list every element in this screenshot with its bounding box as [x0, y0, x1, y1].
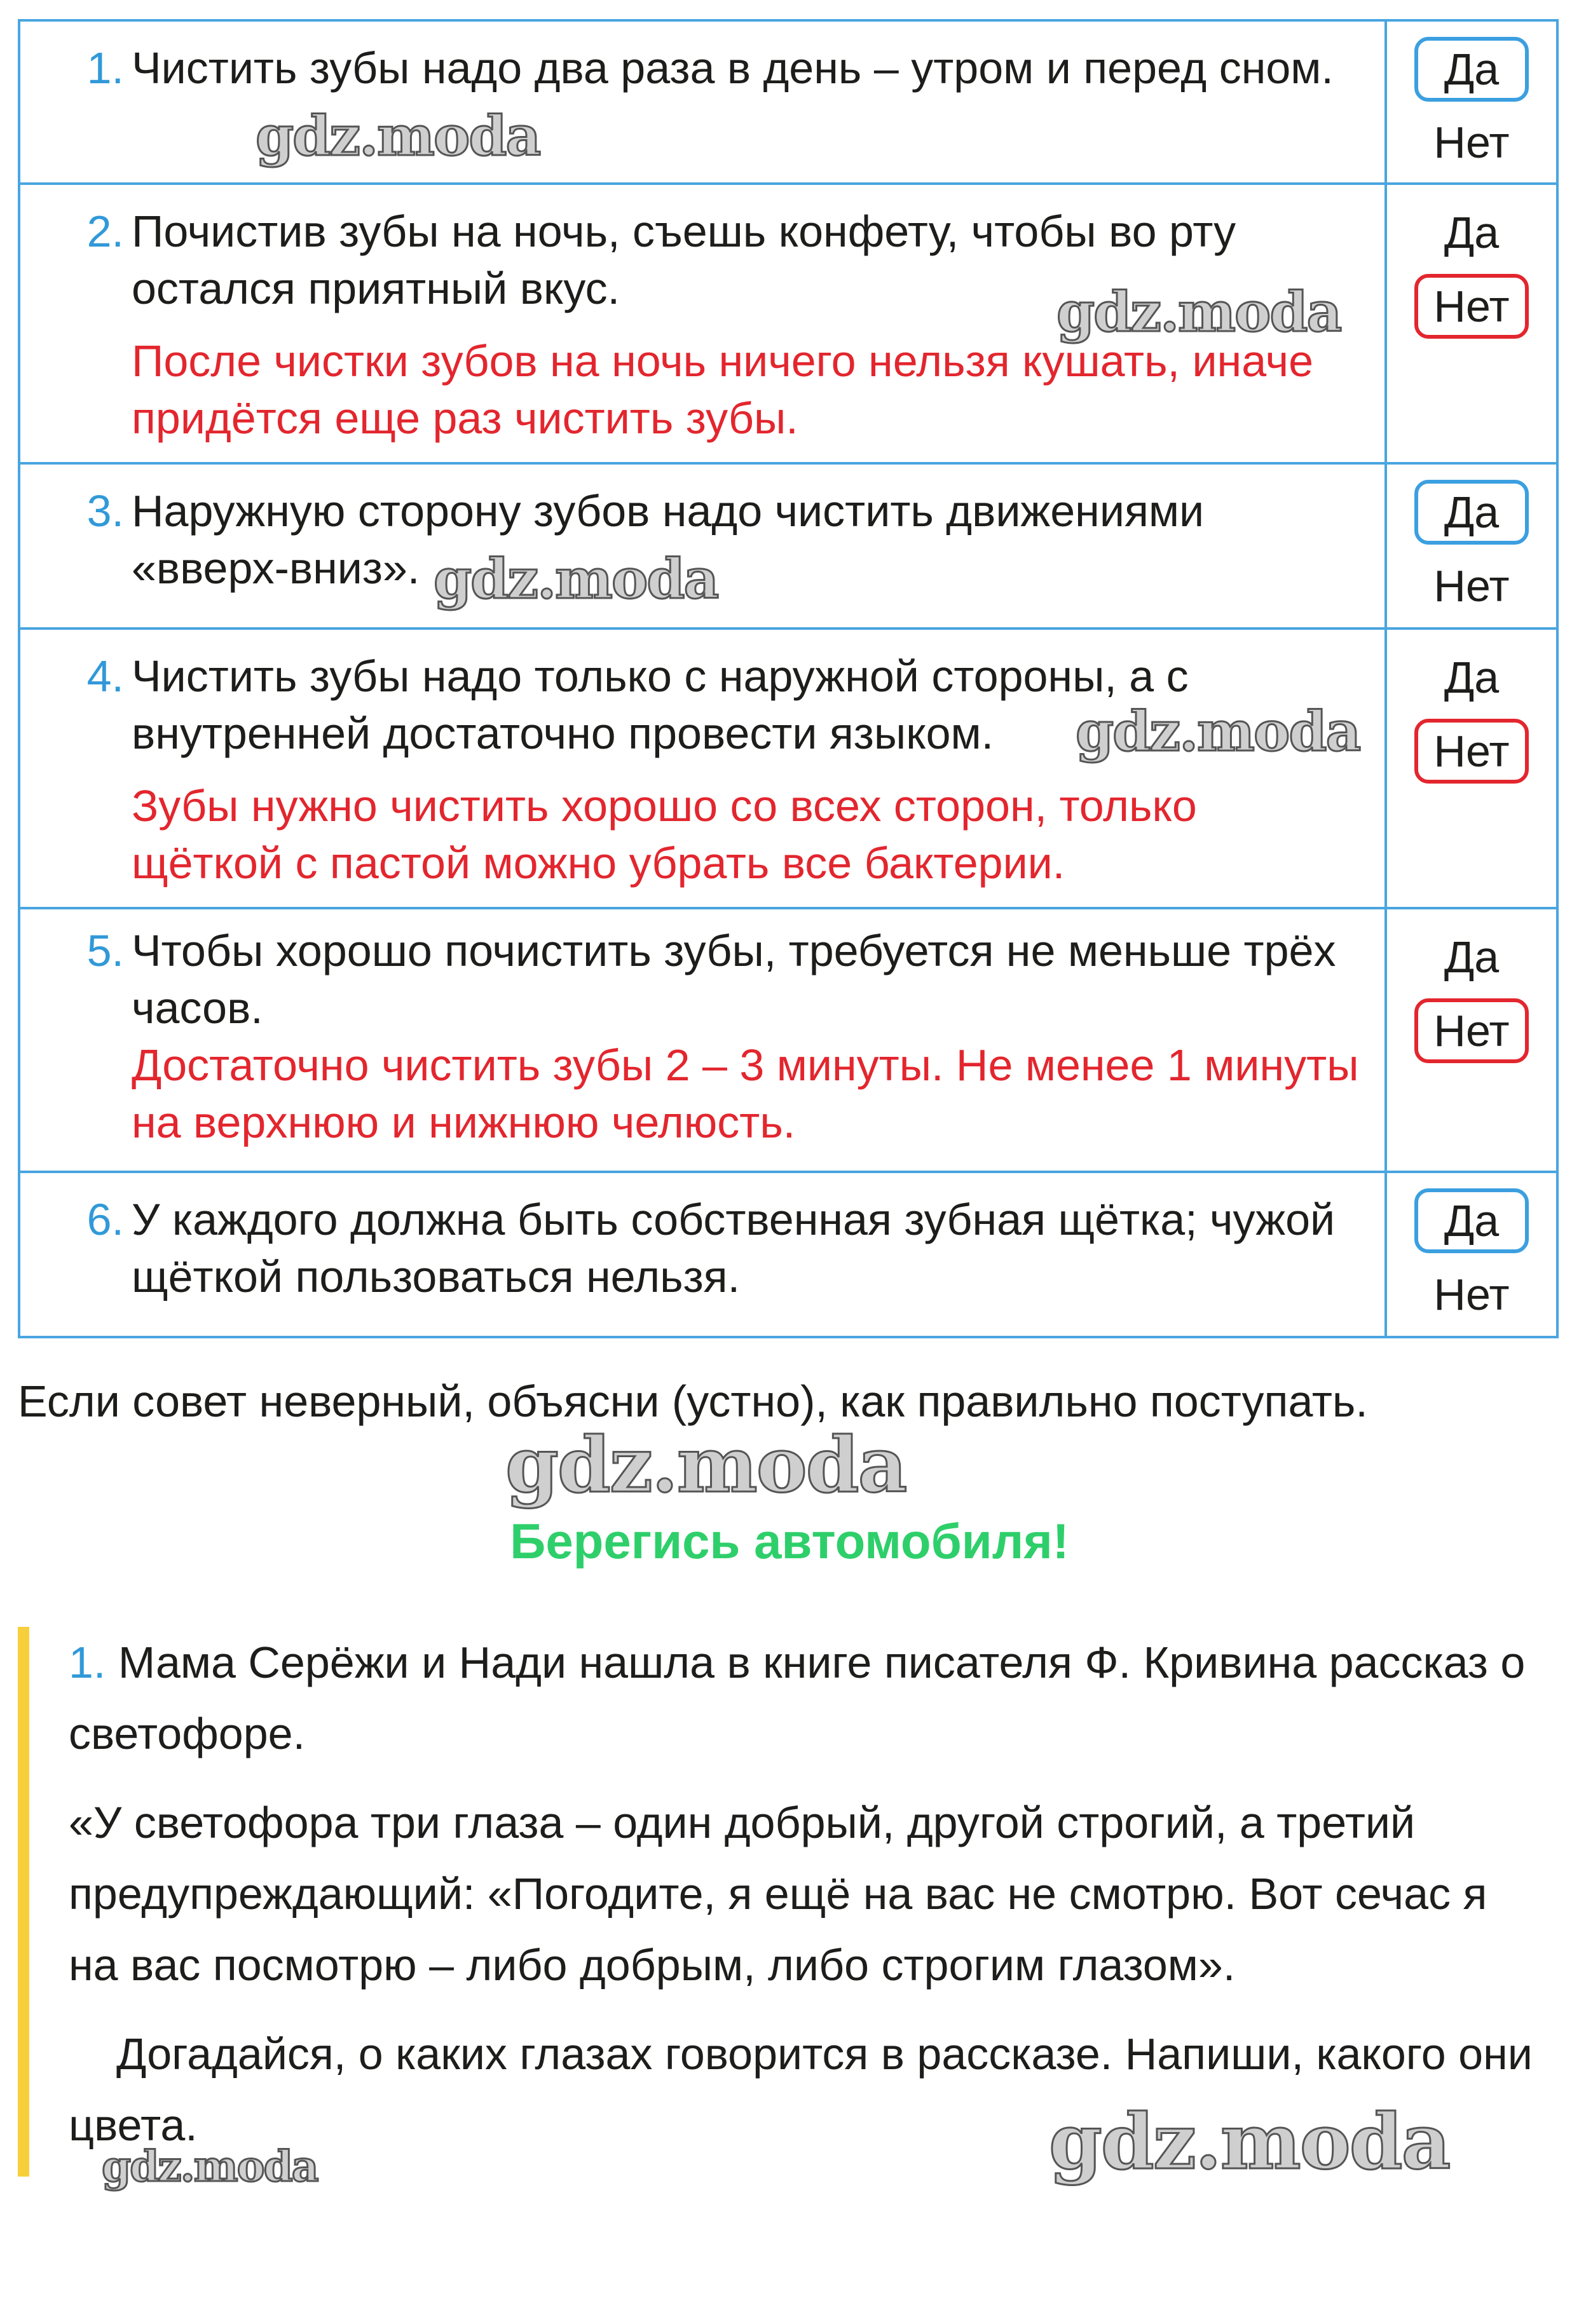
question-number: 3.	[86, 486, 124, 536]
question-number: 4.	[86, 651, 124, 701]
answer-yes-option[interactable]: Да	[1444, 208, 1500, 257]
answer-no-option[interactable]: Нет	[1414, 719, 1529, 784]
table-row	[20, 182, 1556, 462]
answer-cell	[1387, 909, 1556, 1171]
watermark: gdz.moda	[434, 547, 718, 611]
answer-yes-option[interactable]: Да	[1414, 480, 1529, 545]
answer-yes-option[interactable]: Да	[1414, 37, 1529, 102]
table-row	[20, 1171, 1556, 1336]
answer-yes-option[interactable]: Да	[1444, 653, 1500, 702]
task-number: 1.	[69, 1638, 106, 1687]
task-intro	[69, 1627, 1543, 1769]
answer-cell	[1387, 630, 1556, 907]
question-text: Наружную сторону зубов надо чистить движениями «вверх-вниз».	[132, 486, 1205, 593]
question-number: 5.	[86, 926, 124, 975]
question-cell	[20, 630, 1387, 907]
question-number: 2.	[86, 207, 124, 256]
correction-text: После чистки зубов на ночь ничего нельзя кушать, иначе придётся еще раз чистить зубы.	[132, 336, 1313, 443]
question-cell	[20, 185, 1387, 462]
answer-no-option[interactable]: Нет	[1433, 117, 1510, 167]
correction-text: Достаточно чистить зубы 2 – 3 минуты. Не менее 1 минуты на верхнюю и нижнюю челюсть.	[132, 1040, 1359, 1147]
watermark: gdz.moda	[505, 1420, 906, 1510]
answer-no-option[interactable]: Нет	[1433, 1270, 1510, 1319]
answer-no-option[interactable]: Нет	[1414, 998, 1529, 1063]
table-row	[20, 22, 1556, 182]
watermark: gdz.moda	[1076, 700, 1360, 764]
correction-text: Зубы нужно чистить хорошо со всех сторон, только щёткой с пастой можно убрать все бактерии.	[132, 781, 1197, 888]
section-title: Берегись автомобиля!	[510, 1513, 1069, 1569]
question-text: Почистив зубы на ночь, съешь конфету, чтобы во рту остался приятный вкус.	[132, 207, 1236, 313]
quiz-table	[18, 19, 1559, 1338]
question-cell	[20, 22, 1387, 182]
question-cell	[20, 465, 1387, 627]
question-cell	[20, 1173, 1387, 1336]
watermark: gdz.moda	[102, 2142, 318, 2191]
answer-yes-option[interactable]: Да	[1414, 1188, 1529, 1253]
task-question: Догадайся, о каких глазах говорится в рассказе. Напиши, какого они цвета.	[69, 2029, 1533, 2150]
table-row	[20, 907, 1556, 1171]
answer-no-option[interactable]: Нет	[1433, 561, 1510, 611]
question-text: Чистить зубы надо только с наружной стороны, а с внутренней достаточно провести языком.	[132, 651, 1189, 758]
task-box	[18, 1627, 1543, 2177]
table-row	[20, 627, 1556, 907]
question-text: Чистить зубы надо два раза в день – утром и перед сном.	[132, 43, 1334, 93]
question-number: 1.	[86, 43, 124, 93]
watermark: gdz.moda	[1056, 280, 1341, 344]
question-number: 6.	[86, 1195, 124, 1244]
answer-cell	[1387, 185, 1556, 462]
answer-yes-option[interactable]: Да	[1444, 932, 1500, 982]
instruction-text: Если совет неверный, объясни (устно), как правильно поступать.	[18, 1376, 1368, 1426]
answer-cell	[1387, 465, 1556, 627]
answer-no-option[interactable]: Нет	[1414, 274, 1529, 339]
watermark: gdz.moda	[256, 104, 540, 168]
table-row	[20, 462, 1556, 627]
task-intro-text: Мама Серёжи и Нади нашла в книге писателя Ф. Кривина рассказ о светофоре.	[69, 1638, 1526, 1758]
watermark: gdz.moda	[1049, 2097, 1450, 2187]
question-text: У каждого должна быть собственная зубная щётка; чужой щёткой пользоваться нельзя.	[132, 1195, 1336, 1301]
question-cell	[20, 909, 1387, 1171]
answer-cell	[1387, 1173, 1556, 1336]
question-text: Чтобы хорошо почистить зубы, требуется не меньше трёх часов.	[132, 926, 1336, 1033]
answer-cell	[1387, 22, 1556, 182]
task-quote: «У светофора три глаза – один добрый, другой строгий, а третий предупреждающий: «Погодите, я ещё на вас не смотрю. Вот сечас я на вас посмотрю – либо добрым, либо строгим глазом».	[69, 1798, 1487, 1990]
